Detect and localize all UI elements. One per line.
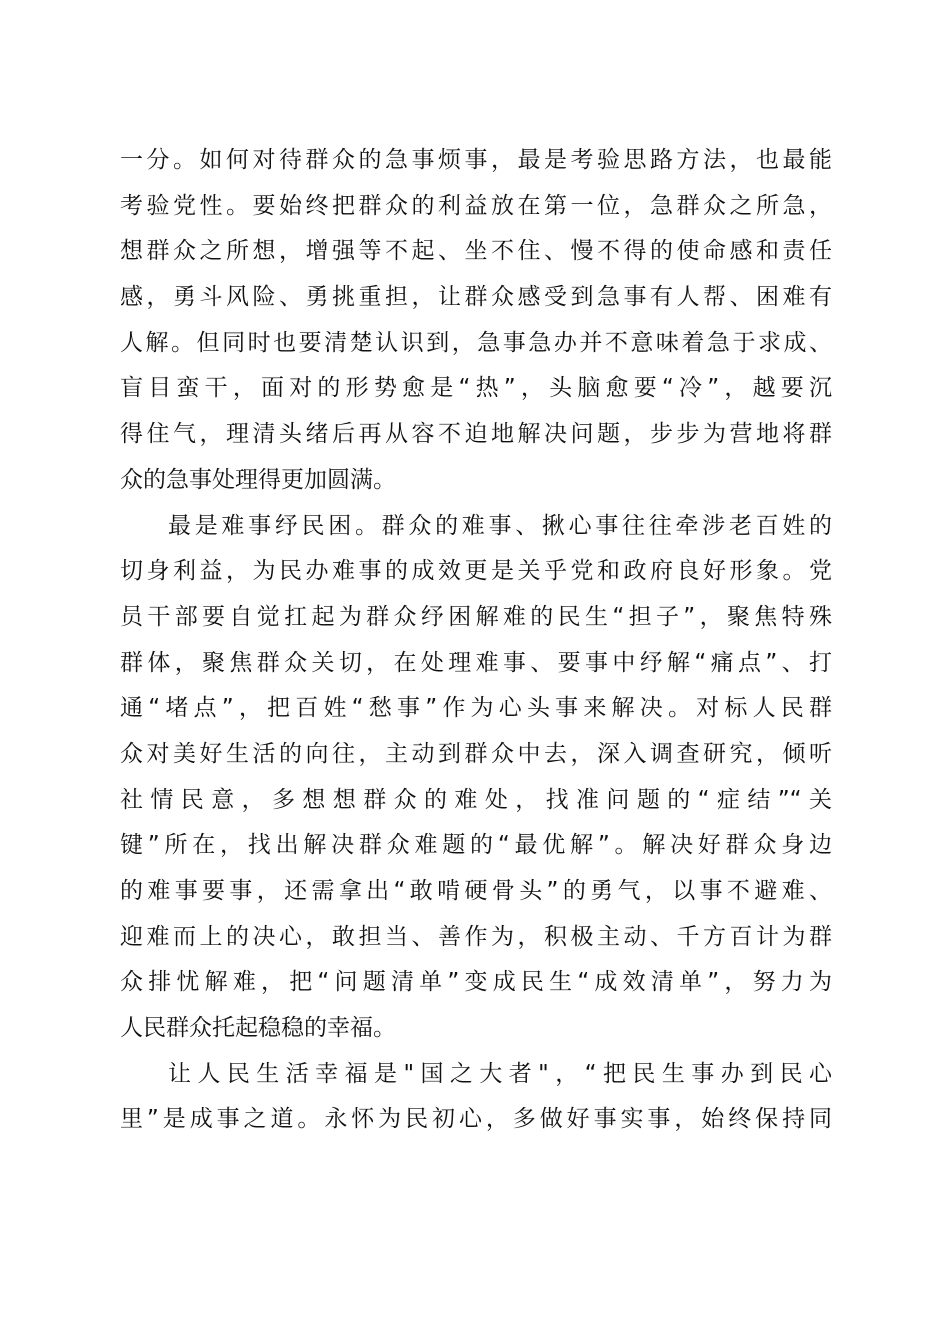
text-line: 众排忧解难，把“问题清单”变成民生“成效清单”，努力为 (120, 969, 832, 996)
text-line: 群体，聚焦群众关切，在处理难事、要事中纾解“痛点”、打 (120, 649, 832, 676)
text-line: 想群众之所想，增强等不起、坐不住、慢不得的使命感和责任 (120, 238, 832, 265)
text-line: 考验党性。要始终把群众的利益放在第一位，急群众之所急， (120, 192, 832, 219)
text-line: 社情民意，多想想群众的难处，找准问题的“症结”“关 (120, 786, 832, 813)
text-line: 感，勇斗风险、勇挑重担，让群众感受到急事有人帮、困难有 (120, 284, 832, 311)
text-line: 众的急事处理得更加圆满。 (120, 466, 396, 493)
body-text (120, 138, 832, 1143)
text-line: 迎难而上的决心，敢担当、善作为，积极主动、千方百计为群 (120, 923, 832, 950)
text-line: 切身利益，为民办难事的成效更是关乎党和政府良好形象。党 (120, 558, 832, 585)
text-line: 员干部要自觉扛起为群众纾困解难的民生“担子”，聚焦特殊 (120, 603, 832, 630)
text-line: 众对美好生活的向往，主动到群众中去，深入调查研究，倾听 (120, 740, 832, 767)
text-line: 得住气，理清头绪后再从容不迫地解决问题，步步为营地将群 (120, 421, 832, 448)
text-line: 里”是成事之道。永怀为民初心，多做好事实事，始终保持同 (120, 1106, 832, 1133)
text-line: 的难事要事，还需拿出“敢啃硬骨头”的勇气，以事不避难、 (120, 878, 832, 904)
text-line: 最是难事纾民困。群众的难事、揪心事往往牵涉老百姓的 (168, 512, 832, 539)
text-line: 让人民生活幸福是"国之大者"，“把民生事办到民心 (168, 1060, 832, 1087)
text-line: 人民群众托起稳稳的幸福。 (120, 1015, 396, 1042)
text-line: 一分。如何对待群众的急事烦事，最是考验思路方法，也最能 (120, 147, 832, 173)
text-line: 盲目蛮干，面对的形势愈是“热”，头脑愈要“冷”，越要沉 (120, 375, 832, 402)
text-line: 人解。但同时也要清楚认识到，急事急办并不意味着急于求成、 (120, 329, 832, 356)
text-line: 键”所在，找出解决群众难题的“最优解”。解决好群众身边 (120, 832, 832, 859)
text-line: 通“堵点”，把百姓“愁事”作为心头事来解决。对标人民群 (120, 695, 832, 722)
